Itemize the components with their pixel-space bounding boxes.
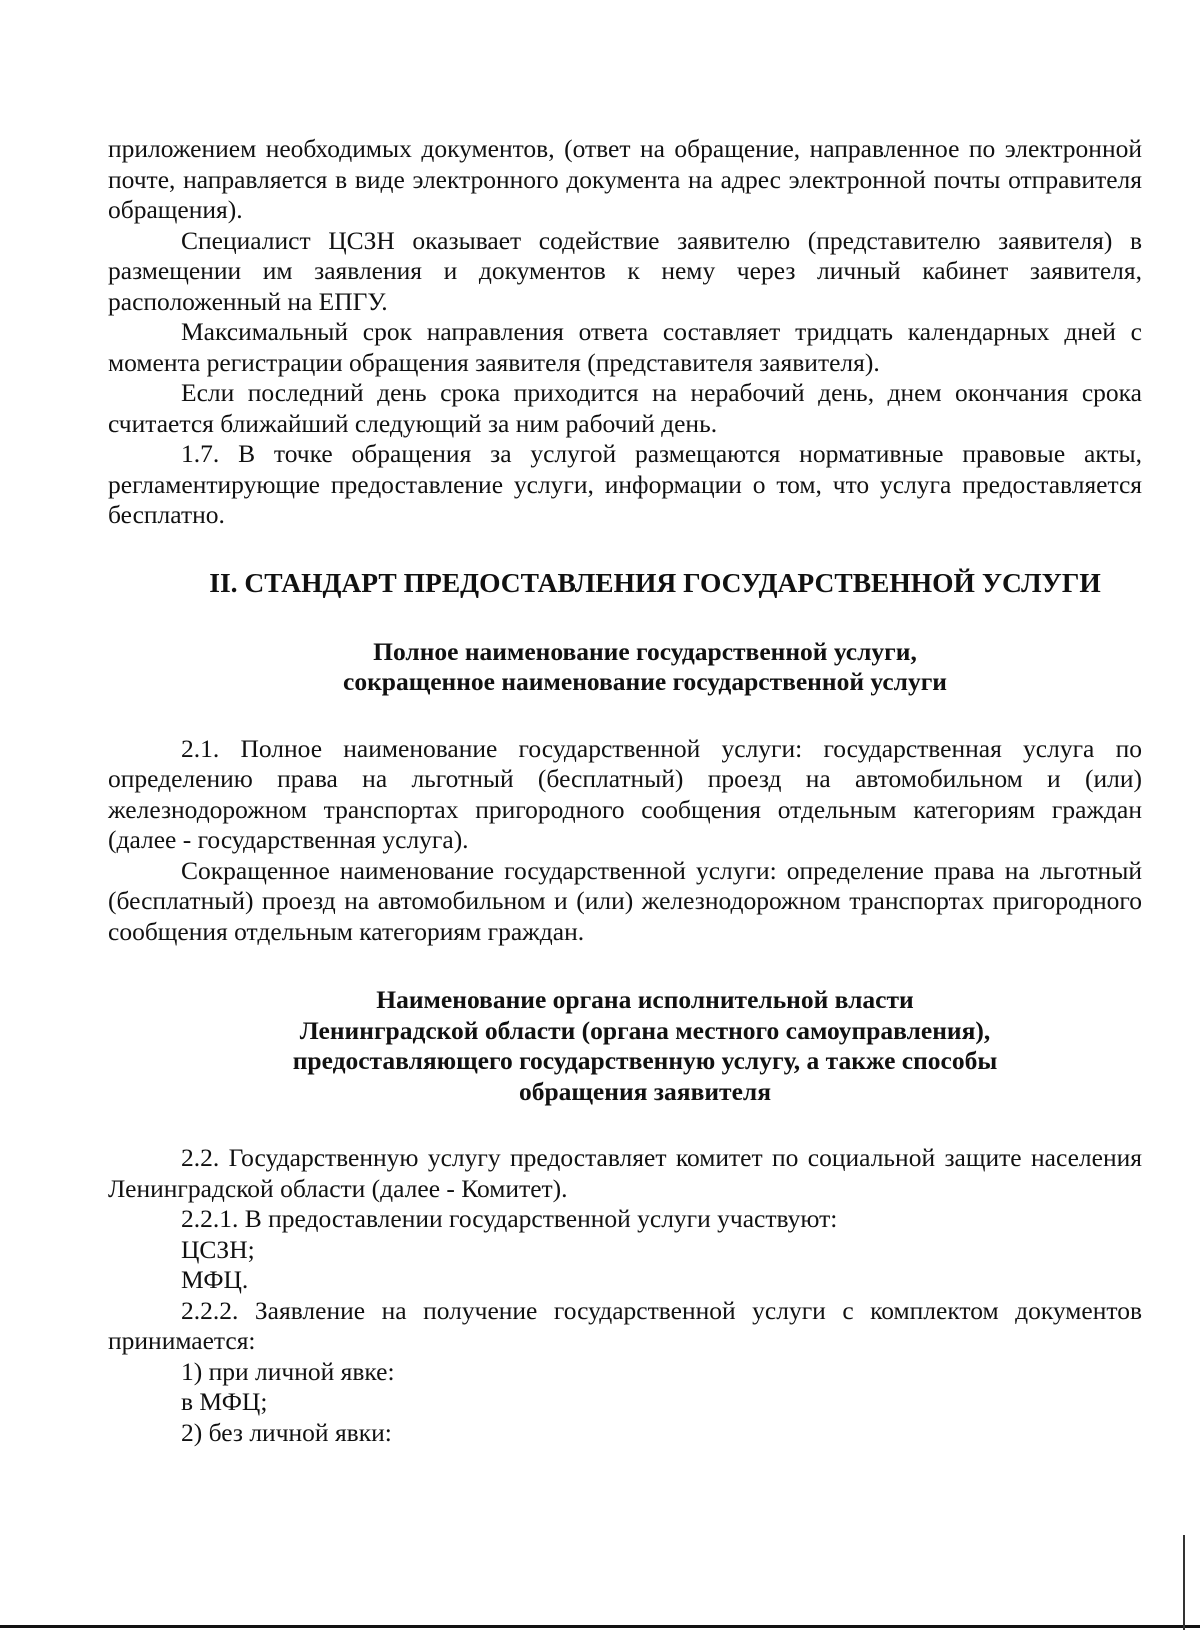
intro-paragraph-4: Если последний день срока приходится на нерабочий день, днем окончания срока считается ближайший следующий за ним рабочий день. [108,378,1142,438]
scan-bottom-edge [0,1625,1200,1628]
paragraph-2-2-1: 2.2.1. В предоставлении государственной услуги участвуют: [181,1204,838,1233]
section-title: II. СТАНДАРТ ПРЕДОСТАВЛЕНИЯ ГОСУДАРСТВЕННОЙ УСЛУГИ [209,566,1101,598]
paragraph-2-1-short: Сокращенное наименование государственной услуги: определение права на льготный (бесплатный) проезд на автомобильном и (или) железнодорожном транспортах пригородного сообщения отдельным категориям граждан. [108,855,1142,946]
subheading-line: Наименование органа исполнительной власти [376,985,914,1014]
subheading-full-name [108,637,1142,698]
subheading-line: Полное наименование государственной услуги, [373,636,917,666]
list-item-remote: 2) без личной явки: [181,1417,392,1447]
list-item-mfc: МФЦ. [181,1265,249,1294]
subheading-authority [108,985,1142,1107]
subheading-line: обращения заявителя [518,1076,772,1106]
scan-right-edge [1183,1535,1185,1630]
intro-paragraph-1: приложением необходимых документов, (ответ на обращение, направленное по электронной почте, направляется в виде электронного документа на адрес электронной почты отправителя обращения). [108,134,1142,224]
document-body [108,134,1142,1448]
paragraph-2-2-2: 2.2.2. Заявление на получение государственной услуги с комплектом документов принимается: [108,1295,1142,1355]
list-item-in-mfc: в МФЦ; [181,1387,268,1416]
list-item-personal: 1) при личной явке: [181,1356,395,1386]
intro-paragraph-5: 1.7. В точке обращения за услугой размещаются нормативные правовые акты, регламентирующие предоставление услуги, информации о том, что услуга предоставляется бесплатно. [108,439,1142,529]
subheading-line: предоставляющего государственную услугу, а также способы [292,1046,998,1075]
paragraph-2-1: 2.1. Полное наименование государственной услуги: государственная услуга по определению права на льготный (бесплатный) проезд на автомобильном и (или) железнодорожном транспортах пригородного сообщения отдельным категориям граждан (далее - государственная услуга). [108,733,1142,854]
intro-paragraph-3: Максимальный срок направления ответа составляет тридцать календарных дней с момента регистрации обращения заявителя (представителя заявителя). [108,317,1142,377]
subheading-line: Ленинградской области (органа местного самоуправления), [299,1015,991,1045]
paragraph-2-2: 2.2. Государственную услугу предоставляет комитет по социальной защите населения Ленинградской области (далее - Комитет). [108,1143,1142,1203]
list-item-cszn: ЦСЗН; [181,1234,255,1264]
subheading-line: сокращенное наименование государственной услуги [343,667,947,696]
intro-paragraph-2: Специалист ЦСЗН оказывает содействие заявителю (представителю заявителя) в размещении им заявления и документов к нему через личный кабинет заявителя, расположенный на ЕПГУ. [108,225,1142,316]
